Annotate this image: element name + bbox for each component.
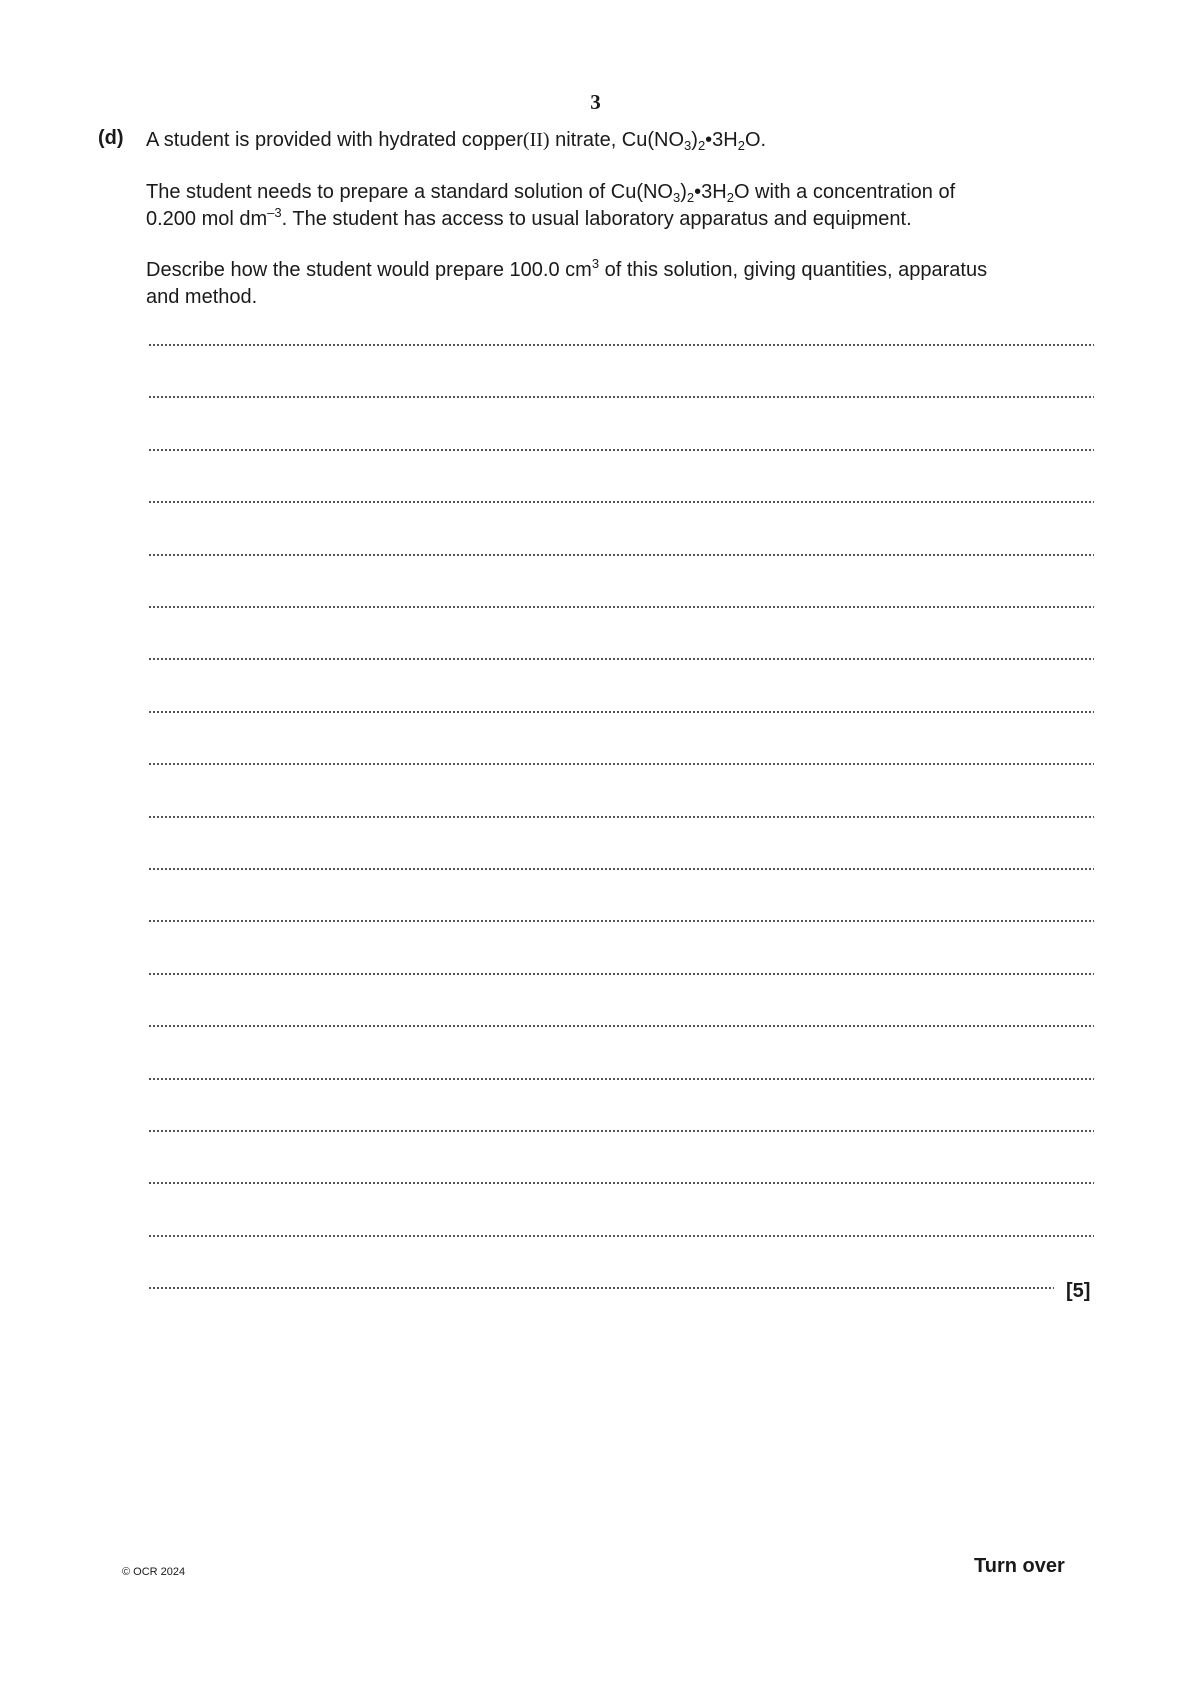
question-context: The student needs to prepare a standard solution of $Cu(NO_3)_2•3H_2O$ with a concentration of 0.200 mol $dm^{-3}$. The student has access to usual laboratory apparatus and equipment. (146, 181, 956, 230)
answer-line[interactable] (148, 449, 1094, 451)
answer-line[interactable] (148, 554, 1094, 556)
marks-indicator: [5] (1066, 1280, 1091, 1302)
question-instruction: Describe how the student would prepare 100.0 $cm^3$ of this solution, giving quantities, apparatus and method. (146, 256, 988, 308)
answer-line[interactable] (148, 1130, 1094, 1132)
answer-line[interactable] (148, 1235, 1094, 1237)
answer-line[interactable] (148, 606, 1094, 608)
answer-line[interactable] (148, 396, 1094, 398)
page-number: 3 (590, 90, 601, 114)
answer-line[interactable] (148, 920, 1094, 922)
answer-line[interactable] (148, 658, 1094, 660)
question-intro: A student is provided with hydrated copper(II) nitrate, $Cu(NO_3)_2•3H_2O$. (146, 129, 767, 153)
answer-line[interactable] (148, 1182, 1094, 1184)
answer-line[interactable] (148, 1287, 1054, 1289)
answer-line[interactable] (148, 1078, 1094, 1080)
answer-line[interactable] (148, 501, 1094, 503)
answer-line[interactable] (148, 711, 1094, 713)
answer-line[interactable] (148, 816, 1094, 818)
answer-line[interactable] (148, 763, 1094, 765)
answer-line[interactable] (148, 1025, 1094, 1027)
turn-over-label: Turn over (974, 1555, 1065, 1577)
answer-line[interactable] (148, 868, 1094, 870)
question-part-label: (d) (98, 127, 124, 149)
answer-line[interactable] (148, 973, 1094, 975)
copyright-notice: © OCR 2024 (122, 1566, 186, 1578)
answer-line[interactable] (148, 344, 1094, 346)
